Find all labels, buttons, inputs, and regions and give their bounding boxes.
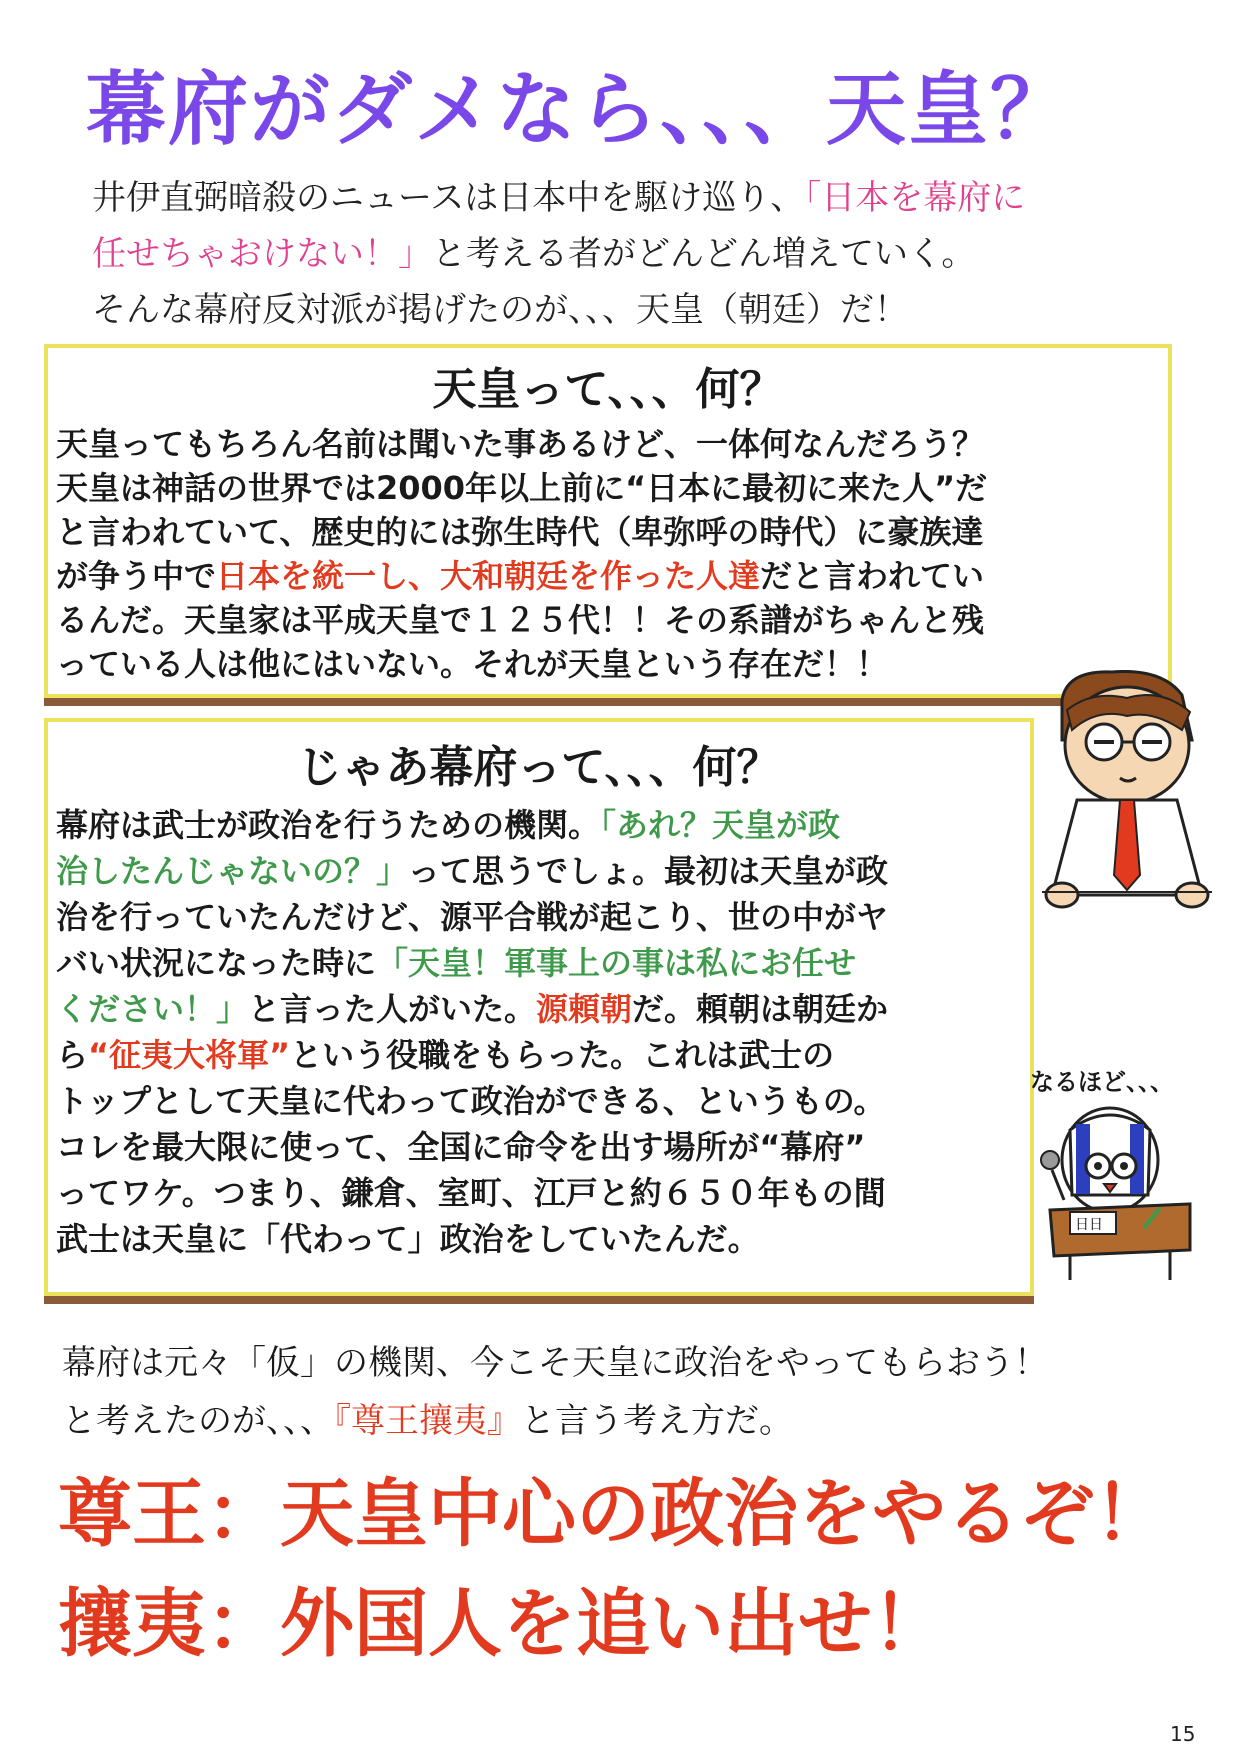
intro-paragraph <box>92 170 1172 338</box>
emperor-box-body: 天皇ってもちろん名前は聞いた事あるけど、一体何なんだろう？ 天皇は神話の世界では2000年以上前に“日本に最初に来た人”だ と言われていて、歴史的には弥生時代（卑弥呼の時代）に豪族達 が争う中で日本を統一し、大和朝廷を作った人達だと言われてい るんだ。天皇家は平成天皇で１２５代！！その系譜がちゃんと残 っている人は他にはいない。それが天皇という存在だ！！ <box>56 425 988 683</box>
intro-quote-end: 任せちゃおけない！」 <box>92 234 432 274</box>
shogunate-box <box>44 718 1034 1296</box>
sonno-joi-term: 『尊王攘夷』 <box>334 1401 521 1441</box>
sonno-headline: 尊王：天皇中心の政治をやるぞ！ <box>58 1471 1168 1557</box>
intro-line-3: そんな幕府反対派が掲げたのが、、、天皇（朝廷）だ！ <box>92 290 908 330</box>
teacher-illustration <box>1032 670 1222 930</box>
page-number: 15 <box>1170 1722 1196 1746</box>
student-illustration <box>1040 1100 1200 1290</box>
emperor-box-title: 天皇って、、、何？ <box>432 364 784 415</box>
outro-line-1: 幕府は元々「仮」の機関、今こそ天皇に政治をやってもらおう！ <box>62 1343 1048 1383</box>
highlight-shogun: “征夷大将軍” <box>88 1036 291 1074</box>
speech-bubble: なるほど、、、 <box>1030 1068 1174 1096</box>
intro-line-2: 任せちゃおけない！」と考える者がどんどん増えていく。 <box>92 234 976 274</box>
outro-line-2: と考えたのが、、、『尊王攘夷』と言う考え方だ。 <box>62 1401 793 1441</box>
intro-quote: 「日本を幕府に <box>804 178 1026 218</box>
desk-note: 日日 <box>1075 1217 1103 1233</box>
emperor-box <box>44 344 1172 698</box>
shogunate-box-title: じゃあ幕府って、、、何？ <box>297 742 781 793</box>
highlight-yoritomo: 源頼朝 <box>536 990 633 1028</box>
shogunate-box-body: 幕府は武士が政治を行うための機関。「あれ？天皇が政 治したんじゃないの？」って思うでしょ。最初は天皇が政 治を行っていたんだけど、源平合戦が起こり、世の中がヤ バい状況になった時に「天皇！軍事上の事は私にお任せ ください！」と言った人がいた。源頼朝だ。頼朝は朝廷か ら“征夷大将軍”という役職をもらった。これは武士の トップとして天皇に代わって政治ができる、というもの。 コレを最大限に使って、全国に命令を出す場所が“幕府” ってワケ。つまり、鎌倉、室町、江戸と約６５０年もの間 武士は天皇に「代わって」政治をしていたんだ。 <box>56 806 889 1258</box>
outro-paragraph <box>62 1334 1142 1450</box>
highlight-unification: 日本を統一し、大和朝廷を作った人達 <box>216 557 761 595</box>
intro-line-1: 井伊直弼暗殺のニュースは日本中を駆け巡り、「日本を幕府に <box>92 178 1026 218</box>
page-title: 幕府がダメなら、、、天皇？ <box>86 63 1072 156</box>
joi-headline: 攘夷：外国人を追い出せ！ <box>58 1581 946 1667</box>
